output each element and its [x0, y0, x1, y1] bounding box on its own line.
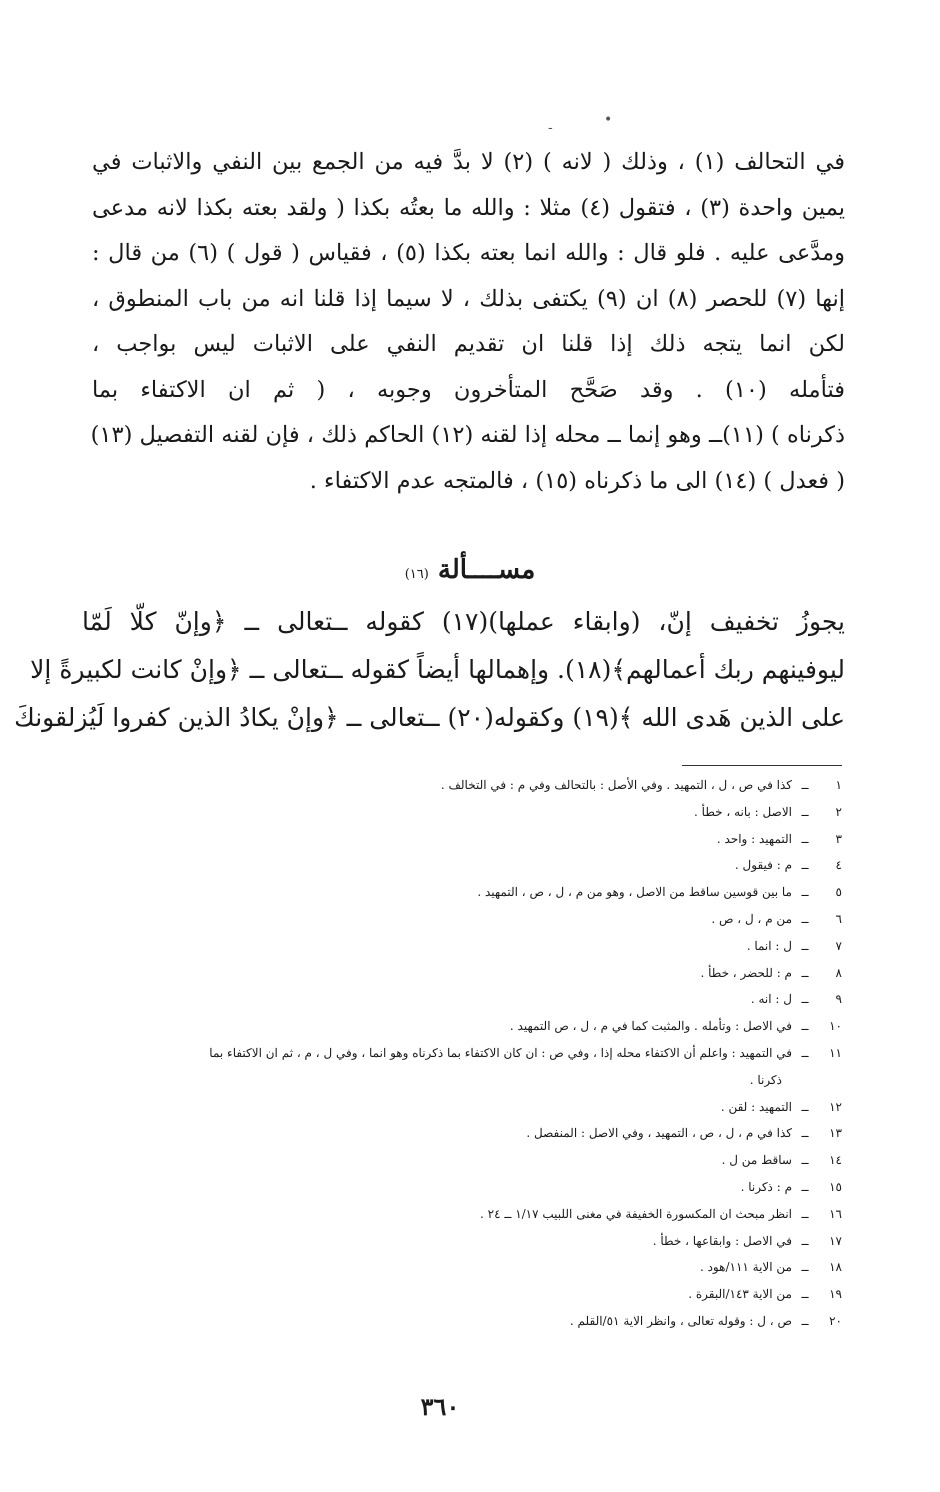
footnote-item	[72, 1308, 842, 1335]
footnote-number: ١٥	[829, 1179, 842, 1194]
footnote-text: من م ، ل ، ص .	[711, 911, 792, 926]
footnote-item	[72, 1254, 842, 1281]
footnote-dash: ــ	[801, 1206, 809, 1221]
heading-footnote-ref: (١٦)	[404, 567, 429, 582]
footnote-number: ٣	[835, 831, 842, 846]
footnote-number: ١٤	[829, 1153, 842, 1168]
footnote-number: ٢٠	[829, 1313, 842, 1328]
body-line: ومدَّعى عليه . فلو قال : والله انما بعته بكذا (٥) ، فقياس ( قول ) (٦) من قال :	[92, 240, 846, 266]
footnote-item	[72, 879, 842, 906]
main-paragraph	[92, 140, 845, 504]
footnote-text: كذا في ص ، ل ، التمهيد . وفي الأصل : بالتحالف وفي م : في التخالف .	[440, 778, 792, 792]
footnote-text: من الاية ١١١/هود .	[699, 1260, 792, 1275]
footnote-text: م : فيقول .	[734, 858, 792, 873]
footnote-text: كذا في م ، ل ، ص ، التمهيد ، وفي الاصل : المنفصل .	[526, 1126, 792, 1141]
footnote-item	[72, 960, 842, 987]
section-line: يجوزُ تخفيف إنّ، (وابقاء عملها)(١٧) كقوله ــتعالى ــ ﴿وإنّ كلّا لَمّا	[82, 607, 845, 636]
footnote-dash: ــ	[801, 938, 809, 953]
body-line: ذكرناه ) (١١)ــ وهو إنما ــ محله إذا لقنه (١٢) الحاكم ذلك ، فإن لقنه التفصيل (١٣)	[90, 422, 845, 448]
footnote-dash: ــ	[801, 778, 809, 792]
footnote-item	[72, 933, 842, 960]
footnote-dash: ــ	[801, 911, 809, 926]
footnote-dash: ــ	[801, 1313, 809, 1328]
scan-speck: •	[604, 112, 613, 128]
footnote-text: م : للحضر ، خطأ .	[700, 965, 792, 980]
body-line: لكن انما يتجه ذلك إذا قلنا ان تقديم النفي على الاثبات ليس بواجب ،	[92, 331, 845, 357]
footnote-item	[72, 1067, 842, 1094]
section-line: على الذين هَدى الله ﴾(١٩) وكقوله(٢٠) ــتعالى ــ ﴿وإنْ يكادُ الذين كفروا لَيُزلقونكَ	[14, 703, 845, 732]
footnote-number: ١	[835, 778, 842, 792]
footnote-item	[72, 1094, 842, 1121]
footnote-number: ٢	[835, 804, 842, 819]
footnote-dash: ــ	[801, 1287, 809, 1302]
footnote-number: ٨	[835, 965, 842, 980]
footnote-item	[72, 1174, 842, 1201]
footnote-text: في الاصل : وابقاعها ، خطأ .	[652, 1233, 792, 1248]
footnote-text: من الاية ١٤٣/البقرة .	[688, 1287, 792, 1302]
footnote-number: ١٩	[829, 1287, 842, 1302]
footnote-dash: ــ	[801, 1153, 809, 1168]
footnote-text: في الاصل : وتأمله . والمثبت كما في م ، ل ، ص التمهيد .	[509, 1019, 792, 1034]
footnote-number: ١٣	[829, 1126, 842, 1141]
body-line: ( فعدل ) (١٤) الى ما ذكرناه (١٥) ، فالمتجه عدم الاكتفاء .	[309, 467, 845, 494]
footnote-item	[72, 1281, 842, 1308]
footnote-item	[72, 1201, 842, 1228]
footnote-dash: ــ	[801, 965, 809, 980]
body-line: يمين واحدة (٣) ، فتقول (٤) مثلا : والله ما بعتُه بكذا ( ولقد بعته بكذا لانه مدعى	[92, 194, 845, 221]
footnote-number: ٩	[835, 992, 842, 1007]
footnote-item	[72, 1147, 842, 1174]
footnote-item	[72, 906, 842, 933]
footnote-item	[72, 826, 842, 853]
footnote-dash: ــ	[801, 831, 809, 846]
footnote-dash: ــ	[801, 804, 809, 819]
footnote-text: ل : انه .	[750, 992, 792, 1007]
heading-title: مســــألة	[437, 555, 536, 585]
footnote-item	[72, 1040, 842, 1067]
footnote-text: ما بين قوسين ساقط من الاصل ، وهو من م ، ل ، ص ، التمهيد .	[477, 885, 792, 900]
footnote-text: ل : انما .	[746, 938, 792, 953]
footnote-dash: ــ	[801, 1019, 809, 1034]
footnote-dash: ــ	[801, 1233, 809, 1248]
scan-speck: -	[548, 120, 553, 136]
section-line: ليوفينهم ربك أعمالهم﴾(١٨). وإهمالها أيضاً كقوله ــتعالى ــ ﴿وإنْ كانت لكبيرةً إلا	[30, 655, 845, 684]
page-number: ٣٦٠	[420, 1392, 460, 1421]
footnote-item	[72, 1120, 842, 1147]
body-line: فتأمله (١٠) . وقد صَحَّح المتأخرون وجوبه ، ( ثم ان الاكتفاء بما	[92, 376, 845, 403]
footnote-dash: ــ	[801, 1179, 809, 1194]
footnote-number: ١٢	[829, 1099, 842, 1114]
footnote-text: ص ، ل : وقوله تعالى ، وانظر الاية ٥١/القلم .	[569, 1313, 792, 1328]
footnote-number: ١٦	[829, 1206, 842, 1221]
footnote-item	[72, 772, 842, 799]
footnote-number: ١٧	[829, 1233, 842, 1248]
footnote-text: الاصل : بانه ، خطأ .	[694, 804, 792, 819]
body-line: في التحالف (١) ، وذلك ( لانه ) (٢) لا بدَّ فيه من الجمع بين النفي والاثبات في	[92, 149, 845, 175]
footnote-dash: ــ	[801, 1099, 809, 1114]
footnote-text: انظر مبحث ان المكسورة الخفيفة في مغنى اللبيب ١/١٧ ــ ٢٤ .	[479, 1206, 792, 1221]
section-paragraph	[14, 598, 845, 742]
footnote-dash: ــ	[801, 858, 809, 873]
footnote-number: ٧	[835, 938, 842, 953]
footnote-text: في التمهيد : واعلم أن الاكتفاء محله إذا ، وفي ص : ان كان الاكتفاء بما ذكرناه وهو انما ، وفي ل ، م ، ثم ان الاكتفاء بما	[209, 1045, 792, 1060]
footnote-item	[72, 986, 842, 1013]
footnote-number: ١٠	[829, 1019, 842, 1034]
footnote-text: التمهيد : لقن .	[720, 1099, 792, 1114]
footnote-item	[72, 852, 842, 879]
section-heading	[0, 555, 940, 585]
footnote-item	[72, 1013, 842, 1040]
body-line: إنها (٧) للحصر (٨) ان (٩) يكتفى بذلك ، لا سيما إذا قلنا انه من باب المنطوق ،	[92, 285, 845, 312]
footnote-dash: ــ	[801, 885, 809, 900]
footnote-dash: ــ	[801, 992, 809, 1007]
footnote-item	[72, 1228, 842, 1255]
footnote-text: التمهيد : واحد .	[716, 831, 792, 846]
footnote-text: ساقط من ل .	[721, 1153, 792, 1168]
footnote-separator	[682, 765, 842, 766]
footnotes-list	[72, 772, 842, 1335]
footnote-item	[72, 799, 842, 826]
footnote-number: ١١	[829, 1045, 842, 1060]
footnote-dash: ــ	[801, 1126, 809, 1141]
footnote-text: ذكرنا .	[749, 1072, 782, 1087]
footnote-number: ٦	[835, 911, 842, 926]
footnote-number: ٤	[835, 858, 842, 873]
footnote-dash: ــ	[801, 1045, 809, 1060]
footnote-number: ١٨	[829, 1260, 842, 1275]
footnote-text: م : ذكرنا .	[740, 1179, 792, 1194]
footnote-dash: ــ	[801, 1260, 809, 1275]
footnote-number: ٥	[835, 885, 842, 900]
